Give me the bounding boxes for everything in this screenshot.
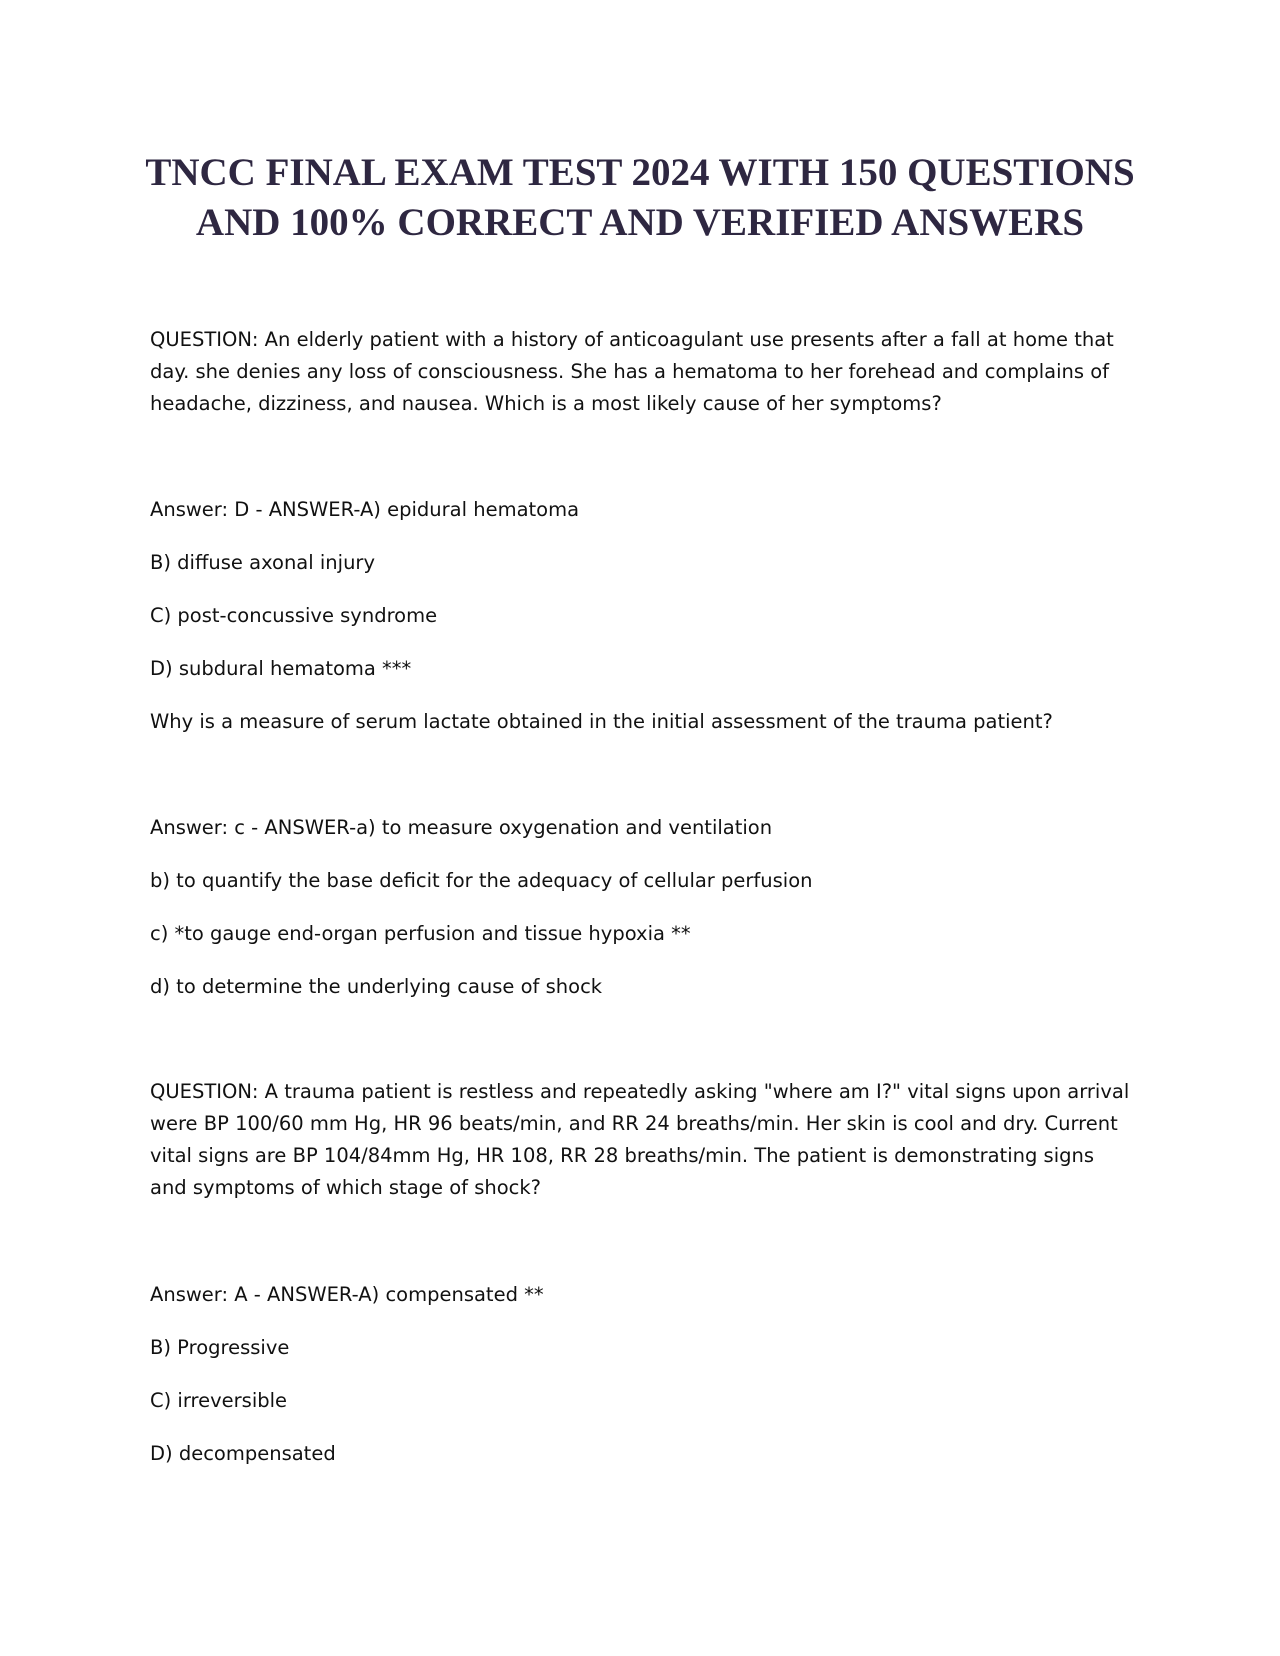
- question-1-text: QUESTION: An elderly patient with a history of anticoagulant use presents after a fall at home that day. she denies any loss of consciousness. She has a hematoma to her forehead and complains of headache, dizziness, and nausea. Which is a most likely cause of her symptoms?: [150, 328, 1114, 415]
- question-2-option-b: b) to quantify the base deficit for the adequacy of cellular perfusion: [150, 869, 813, 892]
- question-1-option-d: D) subdural hematoma ***: [150, 657, 412, 680]
- question-3-option-b: B) Progressive: [150, 1336, 290, 1359]
- question-2-option-d: d) to determine the underlying cause of shock: [150, 975, 603, 998]
- document-title-line-1: TNCC FINAL EXAM TEST 2024 WITH 150 QUESTIONS: [145, 151, 1135, 194]
- question-2-text: Why is a measure of serum lactate obtained in the initial assessment of the trauma patient?: [150, 710, 1053, 733]
- question-1-option-c: C) post-concussive syndrome: [150, 604, 438, 627]
- question-2-option-c: c) *to gauge end-organ perfusion and tissue hypoxia **: [150, 922, 691, 945]
- question-2-answer: Answer: c - ANSWER-a) to measure oxygenation and ventilation: [150, 816, 773, 839]
- document-title-line-2: AND 100% CORRECT AND VERIFIED ANSWERS: [195, 201, 1085, 244]
- question-3-text: QUESTION: A trauma patient is restless and repeatedly asking "where am I?" vital signs upon arrival were BP 100/60 mm Hg, HR 96 beats/min, and RR 24 breaths/min. Her skin is cool and dry. Current vital signs are BP 104/84mm Hg, HR 108, RR 28 breaths/min. The patient is demonstrating signs and symptoms of which stage of shock?: [150, 1080, 1130, 1199]
- question-1-answer: Answer: D - ANSWER-A) epidural hematoma: [150, 498, 580, 521]
- question-3-option-c: C) irreversible: [150, 1389, 288, 1412]
- document-title: [120, 148, 1160, 248]
- question-3-option-d: D) decompensated: [150, 1442, 336, 1465]
- question-3-answer: Answer: A - ANSWER-A) compensated **: [150, 1283, 544, 1306]
- question-1-option-b: B) diffuse axonal injury: [150, 551, 375, 574]
